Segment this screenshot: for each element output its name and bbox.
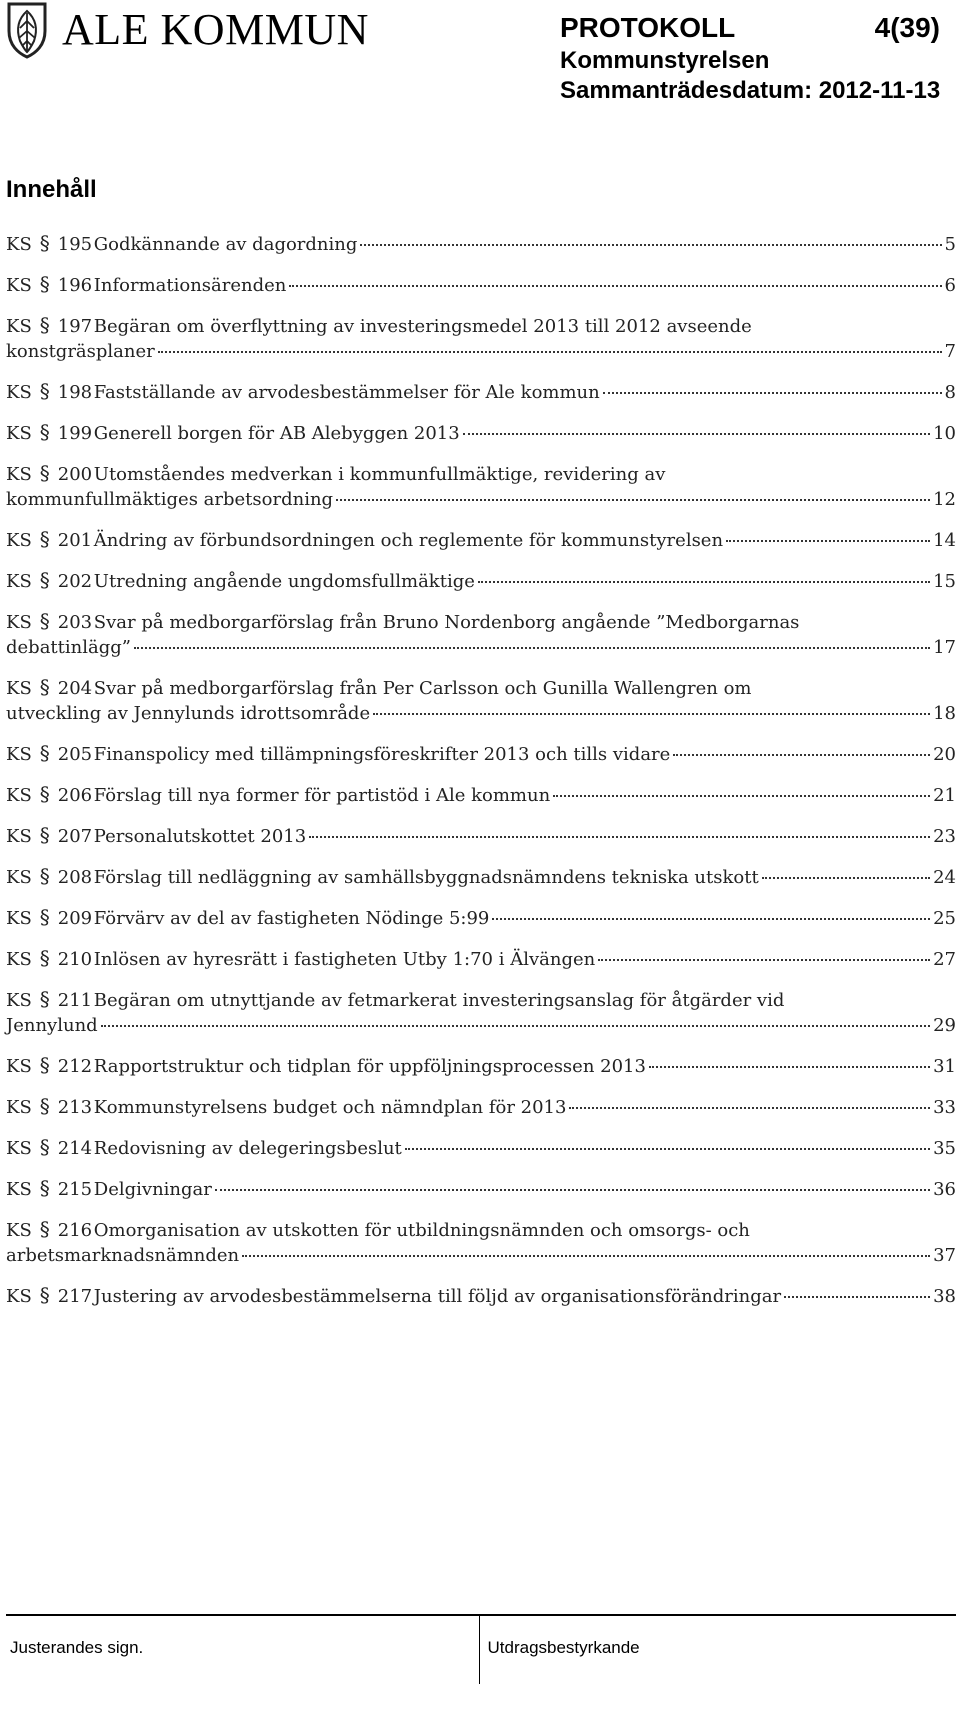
toc-prefix: KS xyxy=(6,1179,32,1200)
toc-entry-line xyxy=(6,487,956,512)
section-symbol: § xyxy=(39,527,50,551)
toc-entry[interactable] xyxy=(6,1053,956,1079)
section-symbol: § xyxy=(39,905,50,929)
toc-entry-line xyxy=(6,675,956,701)
toc-entry-line xyxy=(6,461,956,487)
section-symbol: § xyxy=(39,231,50,255)
toc-entry[interactable] xyxy=(6,1094,956,1120)
toc-entry-title: Svar på medborgarförslag från Per Carlsson och Gunilla Wallengren om xyxy=(93,678,752,699)
toc-entry-title-continued: konstgräsplaner xyxy=(6,341,155,362)
toc-entry-line xyxy=(6,1094,956,1120)
toc-entry-number: 197 xyxy=(57,316,93,337)
toc-entry[interactable] xyxy=(6,379,956,405)
toc-leader-dots xyxy=(603,392,942,394)
toc-leader-dots xyxy=(101,1025,930,1027)
toc-entry-title-continued: Jennylund xyxy=(6,1015,98,1036)
section-symbol: § xyxy=(39,1217,50,1241)
logo-text: ALE KOMMUN xyxy=(62,5,369,54)
section-symbol: § xyxy=(39,864,50,888)
toc-prefix: KS xyxy=(6,234,32,255)
toc-entry-number: 213 xyxy=(57,1097,93,1118)
toc-entry-number: 199 xyxy=(57,423,93,444)
toc-entry-number: 203 xyxy=(57,612,93,633)
section-symbol: § xyxy=(39,420,50,444)
toc-entry-line xyxy=(6,1217,956,1243)
toc-entry-line xyxy=(6,339,956,364)
toc-entry[interactable] xyxy=(6,231,956,257)
toc-prefix: KS xyxy=(6,571,32,592)
toc-entry-title: Omorganisation av utskotten för utbildningsnämnden och omsorgs- och xyxy=(93,1220,750,1241)
toc-entry[interactable] xyxy=(6,568,956,594)
toc-prefix: KS xyxy=(6,316,32,337)
toc-page-number: 37 xyxy=(933,1245,956,1266)
toc-page-number: 25 xyxy=(933,908,956,929)
toc-page-number: 14 xyxy=(933,530,956,551)
toc-entry-line xyxy=(6,635,956,660)
section-symbol: § xyxy=(39,461,50,485)
toc-entry-line xyxy=(6,231,956,257)
toc-entry-number: 205 xyxy=(57,744,93,765)
toc-entry-title: Förvärv av del av fastigheten Nödinge 5:99 xyxy=(93,908,490,929)
toc-entry-line xyxy=(6,987,956,1013)
toc-prefix: KS xyxy=(6,867,32,888)
table-of-contents xyxy=(6,231,956,1324)
toc-leader-dots xyxy=(134,647,930,649)
toc-entry[interactable] xyxy=(6,782,956,808)
footer-signature-cell xyxy=(6,1616,479,1684)
toc-entry[interactable] xyxy=(6,1283,956,1309)
toc-entry[interactable] xyxy=(6,905,956,931)
toc-page-number: 7 xyxy=(944,341,956,362)
toc-entry-title: Ändring av förbundsordningen och reglemente för kommunstyrelsen xyxy=(93,530,724,551)
toc-page-number: 18 xyxy=(933,703,956,724)
section-symbol: § xyxy=(39,272,50,296)
coat-of-arms-icon xyxy=(6,1,48,59)
toc-entry-line xyxy=(6,701,956,726)
toc-entry-number: 198 xyxy=(57,382,93,403)
toc-entry-title: Begäran om utnyttjande av fetmarkerat investeringsanslag för åtgärder vid xyxy=(93,990,785,1011)
toc-page-number: 6 xyxy=(944,275,956,296)
toc-entry[interactable] xyxy=(6,1135,956,1161)
page-footer xyxy=(6,1614,956,1684)
toc-entry-number: 212 xyxy=(57,1056,93,1077)
toc-prefix: KS xyxy=(6,785,32,806)
toc-entry-line xyxy=(6,527,956,553)
toc-prefix: KS xyxy=(6,678,32,699)
section-symbol: § xyxy=(39,823,50,847)
toc-heading: Innehåll xyxy=(6,176,97,203)
toc-prefix: KS xyxy=(6,423,32,444)
toc-leader-dots xyxy=(762,877,930,879)
toc-entry[interactable] xyxy=(6,946,956,972)
toc-entry-number: 209 xyxy=(57,908,93,929)
toc-entry-number: 195 xyxy=(57,234,93,255)
toc-entry[interactable] xyxy=(6,987,956,1038)
toc-entry-number: 200 xyxy=(57,464,93,485)
toc-entry-title: Fastställande av arvodesbestämmelser för Ale kommun xyxy=(93,382,600,403)
toc-entry-number: 217 xyxy=(57,1286,93,1307)
toc-page-number: 33 xyxy=(933,1097,956,1118)
toc-entry-line xyxy=(6,1135,956,1161)
toc-entry-number: 216 xyxy=(57,1220,93,1241)
footer-signature-label: Justerandes sign. xyxy=(10,1638,144,1657)
toc-page-number: 27 xyxy=(933,949,956,970)
section-symbol: § xyxy=(39,1094,50,1118)
toc-leader-dots xyxy=(598,959,930,961)
toc-entry-title: Redovisning av delegeringsbeslut xyxy=(93,1138,402,1159)
toc-prefix: KS xyxy=(6,1286,32,1307)
footer-certification-cell xyxy=(479,1616,957,1684)
toc-leader-dots xyxy=(478,581,930,583)
toc-prefix: KS xyxy=(6,530,32,551)
section-symbol: § xyxy=(39,568,50,592)
doc-type: PROTOKOLL xyxy=(560,12,736,43)
toc-leader-dots xyxy=(405,1148,930,1150)
section-symbol: § xyxy=(39,1283,50,1307)
toc-prefix: KS xyxy=(6,744,32,765)
toc-entry[interactable] xyxy=(6,420,956,446)
toc-entry-title-continued: debattinlägg” xyxy=(6,637,131,658)
toc-entry-number: 215 xyxy=(57,1179,93,1200)
toc-entry-title: Förslag till nya former för partistöd i Ale kommun xyxy=(93,785,551,806)
toc-prefix: KS xyxy=(6,1097,32,1118)
toc-leader-dots xyxy=(309,836,930,838)
page-header xyxy=(0,0,960,120)
toc-entry-title: Förslag till nedläggning av samhällsbyggnadsnämndens tekniska utskott xyxy=(93,867,759,888)
toc-entry-title: Justering av arvodesbestämmelserna till följd av organisationsförändringar xyxy=(93,1286,782,1307)
municipality-logo xyxy=(6,0,369,60)
toc-page-number: 36 xyxy=(933,1179,956,1200)
toc-entry-title: Kommunstyrelsens budget och nämndplan för 2013 xyxy=(93,1097,567,1118)
toc-entry-line xyxy=(6,609,956,635)
section-symbol: § xyxy=(39,946,50,970)
section-symbol: § xyxy=(39,782,50,806)
protocol-title-row xyxy=(560,10,940,46)
toc-prefix: KS xyxy=(6,382,32,403)
toc-page-number: 21 xyxy=(933,785,956,806)
toc-page-number: 35 xyxy=(933,1138,956,1159)
toc-entry-title: Godkännande av dagordning xyxy=(93,234,358,255)
toc-entry[interactable] xyxy=(6,272,956,298)
toc-entry-title: Delgivningar xyxy=(93,1179,212,1200)
toc-prefix: KS xyxy=(6,612,32,633)
toc-leader-dots xyxy=(553,795,930,797)
toc-entry[interactable] xyxy=(6,1176,956,1202)
toc-entry-title-continued: utveckling av Jennylunds idrottsområde xyxy=(6,703,371,724)
toc-entry-number: 208 xyxy=(57,867,93,888)
toc-entry-line xyxy=(6,946,956,972)
toc-page-number: 24 xyxy=(933,867,956,888)
toc-prefix: KS xyxy=(6,464,32,485)
toc-entry-title: Begäran om överflyttning av investeringsmedel 2013 till 2012 avseende xyxy=(93,316,752,337)
toc-page-number: 15 xyxy=(933,571,956,592)
toc-entry-title: Utredning angående ungdomsfullmäktige xyxy=(93,571,475,592)
toc-page-number: 12 xyxy=(933,489,956,510)
meeting-date: Sammanträdesdatum: 2012-11-13 xyxy=(560,77,941,104)
toc-entry-line xyxy=(6,905,956,931)
toc-entry-number: 206 xyxy=(57,785,93,806)
toc-prefix: KS xyxy=(6,826,32,847)
protocol-header xyxy=(560,10,940,106)
section-symbol: § xyxy=(39,1053,50,1077)
toc-entry[interactable] xyxy=(6,741,956,767)
toc-page-number: 38 xyxy=(933,1286,956,1307)
toc-entry-line xyxy=(6,741,956,767)
toc-entry[interactable] xyxy=(6,461,956,512)
section-symbol: § xyxy=(39,987,50,1011)
toc-entry[interactable] xyxy=(6,675,956,726)
toc-entry-line xyxy=(6,568,956,594)
toc-leader-dots xyxy=(649,1066,930,1068)
toc-entry[interactable] xyxy=(6,609,956,660)
toc-entry-number: 210 xyxy=(57,949,93,970)
toc-page-number: 29 xyxy=(933,1015,956,1036)
section-symbol: § xyxy=(39,609,50,633)
toc-prefix: KS xyxy=(6,1220,32,1241)
toc-leader-dots xyxy=(336,499,930,501)
toc-entry-line xyxy=(6,1176,956,1202)
toc-leader-dots xyxy=(784,1296,930,1298)
toc-entry-line xyxy=(6,379,956,405)
section-symbol: § xyxy=(39,675,50,699)
toc-entry-number: 204 xyxy=(57,678,93,699)
toc-entry-line xyxy=(6,420,956,446)
toc-entry[interactable] xyxy=(6,527,956,553)
toc-entry-number: 196 xyxy=(57,275,93,296)
toc-leader-dots xyxy=(158,351,942,353)
toc-leader-dots xyxy=(242,1255,930,1257)
toc-entry-line xyxy=(6,1013,956,1038)
toc-page-number: 23 xyxy=(933,826,956,847)
toc-prefix: KS xyxy=(6,908,32,929)
toc-page-number: 8 xyxy=(944,382,956,403)
toc-entry-number: 202 xyxy=(57,571,93,592)
toc-prefix: KS xyxy=(6,949,32,970)
footer-certification-label: Utdragsbestyrkande xyxy=(487,1638,640,1657)
section-symbol: § xyxy=(39,379,50,403)
toc-page-number: 20 xyxy=(933,744,956,765)
toc-entry-title: Inlösen av hyresrätt i fastigheten Utby 1:70 i Älvängen xyxy=(93,949,596,970)
section-symbol: § xyxy=(39,1176,50,1200)
section-symbol: § xyxy=(39,1135,50,1159)
toc-entry-title: Generell borgen för AB Alebyggen 2013 xyxy=(93,423,460,444)
toc-entry-line xyxy=(6,1243,956,1268)
toc-entry-number: 207 xyxy=(57,826,93,847)
toc-leader-dots xyxy=(360,244,941,246)
toc-prefix: KS xyxy=(6,990,32,1011)
toc-entry-line xyxy=(6,823,956,849)
toc-leader-dots xyxy=(492,918,930,920)
toc-entry[interactable] xyxy=(6,823,956,849)
toc-entry-title: Finanspolicy med tillämpningsföreskrifter 2013 och tills vidare xyxy=(93,744,671,765)
toc-entry-line xyxy=(6,272,956,298)
toc-leader-dots xyxy=(673,754,930,756)
toc-entry-title-continued: arbetsmarknadsnämnden xyxy=(6,1245,240,1266)
toc-prefix: KS xyxy=(6,1138,32,1159)
toc-leader-dots xyxy=(373,713,930,715)
toc-entry[interactable] xyxy=(6,864,956,890)
toc-page-number: 5 xyxy=(944,234,956,255)
toc-entry-line xyxy=(6,1283,956,1309)
toc-page-number: 31 xyxy=(933,1056,956,1077)
toc-entry-number: 201 xyxy=(57,530,93,551)
section-symbol: § xyxy=(39,741,50,765)
toc-entry-line xyxy=(6,313,956,339)
toc-page-number: 17 xyxy=(933,637,956,658)
toc-page-number: 10 xyxy=(933,423,956,444)
toc-entry[interactable] xyxy=(6,313,956,364)
toc-entry-title: Rapportstruktur och tidplan för uppföljningsprocessen 2013 xyxy=(93,1056,646,1077)
toc-entry-number: 214 xyxy=(57,1138,93,1159)
toc-entry-title: Svar på medborgarförslag från Bruno Nordenborg angående ”Medborgarnas xyxy=(93,612,800,633)
toc-entry-line xyxy=(6,782,956,808)
page-number: 4(39) xyxy=(874,12,940,43)
committee-name: Kommunstyrelsen xyxy=(560,47,770,74)
toc-entry-title-continued: kommunfullmäktiges arbetsordning xyxy=(6,489,334,510)
toc-entry-line xyxy=(6,864,956,890)
toc-leader-dots xyxy=(463,433,930,435)
toc-entry-number: 211 xyxy=(57,990,93,1011)
section-symbol: § xyxy=(39,313,50,337)
toc-leader-dots xyxy=(569,1107,930,1109)
toc-leader-dots xyxy=(726,540,930,542)
toc-entry-title: Personalutskottet 2013 xyxy=(93,826,307,847)
toc-entry-title: Informationsärenden xyxy=(93,275,287,296)
toc-leader-dots xyxy=(289,285,941,287)
toc-entry-line xyxy=(6,1053,956,1079)
toc-entry-title: Utomståendes medverkan i kommunfullmäktige, revidering av xyxy=(93,464,666,485)
toc-prefix: KS xyxy=(6,275,32,296)
toc-entry[interactable] xyxy=(6,1217,956,1268)
toc-leader-dots xyxy=(215,1189,930,1191)
toc-prefix: KS xyxy=(6,1056,32,1077)
